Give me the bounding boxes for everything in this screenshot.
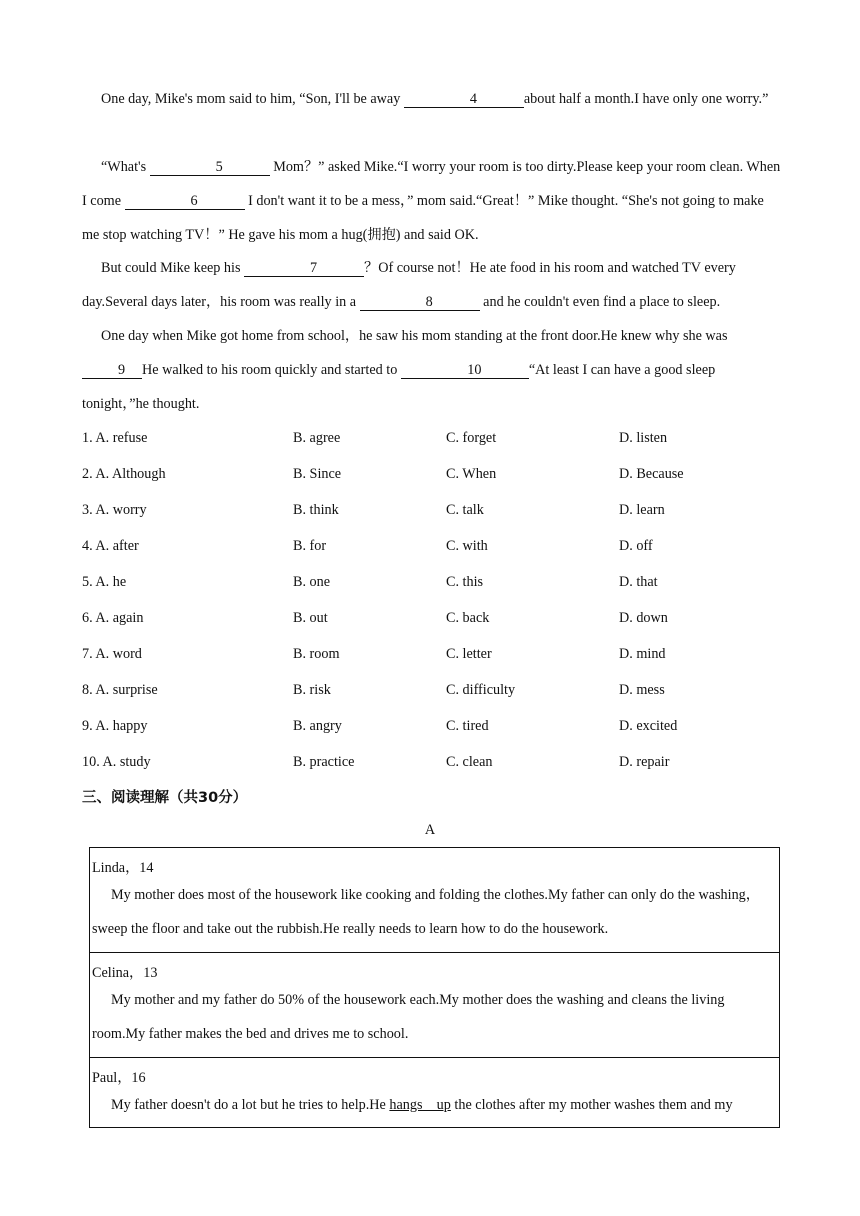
option-a: 8. A. surprise [82, 682, 158, 698]
student-text: My mother and my father do 50% of the housework each.My mother does the washing and cleans the living room.My father makes the bed and drives me to school. [92, 992, 725, 1042]
option-a: 2. A. Although [82, 466, 166, 482]
option-d: D. down [619, 610, 668, 626]
passage-paragraph-3 [82, 251, 782, 319]
reading-table [89, 847, 780, 1128]
option-b: B. think [293, 502, 339, 518]
option-row-10 [82, 752, 782, 772]
option-row-5 [82, 572, 782, 592]
option-a: 5. A. he [82, 574, 127, 590]
passage-text: One day, Mike's mom said to him, “Son, I'll be away [101, 91, 404, 107]
option-a: 4. A. after [82, 538, 139, 554]
passage-text: about half a month.I have only one worry.” [523, 91, 769, 107]
option-d: D. off [619, 538, 653, 554]
option-c: C. with [446, 538, 488, 554]
blank-4: 4 [404, 91, 524, 108]
table-cell [90, 1058, 780, 1128]
option-row-7 [82, 644, 782, 664]
option-d: D. mess [619, 682, 665, 698]
option-a: 6. A. again [82, 610, 144, 626]
option-d: D. learn [619, 502, 665, 518]
option-c: C. clean [446, 754, 493, 770]
option-row-8 [82, 680, 782, 700]
passage-text: ？Of course not！He ate food in his room and watched TV every day.Several days later，his room was really in a [82, 260, 736, 310]
option-c: C. When [446, 466, 497, 482]
blank-5: 5 [150, 159, 270, 176]
option-row-3 [82, 500, 782, 520]
table-cell [90, 953, 780, 1058]
blank-7: 7 [244, 260, 364, 277]
passage-text: “At least I can have a good sleep tonight，”he thought. [82, 362, 716, 412]
option-b: B. angry [293, 718, 342, 734]
option-c: C. letter [446, 646, 492, 662]
option-c: C. tired [446, 718, 489, 734]
option-b: B. Since [293, 466, 342, 482]
blank-6: 6 [125, 193, 245, 210]
option-b: B. risk [293, 682, 331, 698]
passage-text: He walked to his room quickly and started to [142, 362, 401, 378]
option-row-4 [82, 536, 782, 556]
table-row [90, 953, 780, 1058]
option-c: C. forget [446, 430, 497, 446]
student-name: Linda，14 [92, 860, 154, 876]
option-c: C. back [446, 610, 490, 626]
section-title: 三、阅读理解（共30分） [82, 790, 248, 806]
option-row-6 [82, 608, 782, 628]
passage-text: I don't want it to be a mess，” mom said.“Great！” Mike thought. “She's not going to make me stop watching TV！” He gave his mom a hug(拥抱) and said OK. [82, 193, 764, 243]
option-a: 3. A. worry [82, 502, 147, 518]
blank-8: 8 [360, 294, 480, 311]
option-a: 7. A. word [82, 646, 142, 662]
option-d: D. listen [619, 430, 668, 446]
table-cell [90, 848, 780, 953]
table-row [90, 1058, 780, 1128]
blank-9: 9 [82, 362, 142, 379]
student-text-part: My father doesn't do a lot but he tries to help.He [111, 1097, 390, 1113]
passage-paragraph-2 [82, 150, 782, 252]
passage-text: But could Mike keep his [101, 260, 245, 276]
option-d: D. Because [619, 466, 684, 482]
blank-10: 10 [401, 362, 529, 379]
underlined-phrase: hangs up [389, 1097, 451, 1113]
passage-text: Mom？” asked Mike.“I worry your room is too dirty.Please keep your room clean. When I come [82, 159, 781, 209]
table-row [90, 848, 780, 953]
option-c: C. difficulty [446, 682, 516, 698]
passage-text: “What's [101, 159, 150, 175]
passage-paragraph-4 [82, 319, 782, 421]
passage-paragraph-1 [82, 82, 782, 116]
option-row-2 [82, 464, 782, 484]
option-b: B. room [293, 646, 340, 662]
student-name: Paul，16 [92, 1070, 146, 1086]
option-b: B. one [293, 574, 331, 590]
passage-text: One day when Mike got home from school，he saw his mom standing at the front door.He knew why she was [101, 328, 728, 344]
option-c: C. talk [446, 502, 484, 518]
option-b: B. for [293, 538, 327, 554]
passage-text: and he couldn't even find a place to sleep. [479, 294, 721, 310]
option-c: C. this [446, 574, 484, 590]
student-text [92, 1088, 779, 1122]
option-d: D. repair [619, 754, 670, 770]
student-text-part: the clothes after my mother washes them and my [450, 1097, 733, 1113]
option-b: B. out [293, 610, 328, 626]
student-text: My mother does most of the housework like cooking and folding the clothes.My father can only do the washing，sweep the floor and take out the rubbish.He really needs to learn how to do the housework. [92, 887, 760, 937]
option-b: B. agree [293, 430, 341, 446]
option-b: B. practice [293, 754, 355, 770]
option-row-1 [82, 428, 782, 448]
student-name: Celina，13 [92, 965, 158, 981]
section-subtitle: A [424, 822, 436, 838]
option-d: D. excited [619, 718, 678, 734]
option-d: D. mind [619, 646, 666, 662]
option-a: 10. A. study [82, 754, 151, 770]
option-row-9 [82, 716, 782, 736]
option-a: 1. A. refuse [82, 430, 148, 446]
option-d: D. that [619, 574, 658, 590]
option-a: 9. A. happy [82, 718, 148, 734]
